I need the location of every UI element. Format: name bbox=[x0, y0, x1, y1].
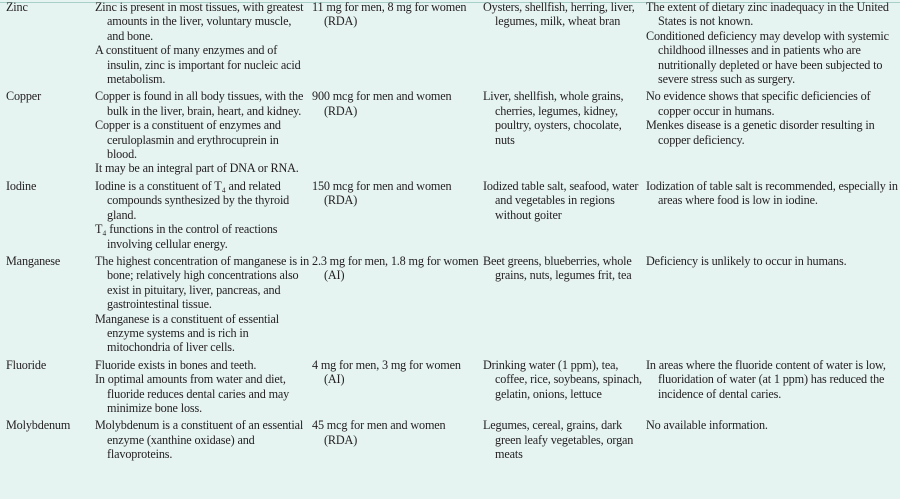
comments-cell bbox=[646, 418, 900, 464]
function-cell bbox=[95, 418, 312, 464]
function-paragraph: Manganese is a constituent of essential enzyme systems and is rich in mitochondria of liver cells. bbox=[95, 311, 280, 355]
sources-cell bbox=[483, 254, 646, 358]
comment-paragraph: In areas where the fluoride content of water is low, fluoridation of water (at 1 ppm) has reduced the incidence of dental caries. bbox=[646, 357, 886, 401]
function-paragraph: Zinc is present in most tissues, with greatest amounts in the liver, voluntary muscle, and bone. bbox=[95, 0, 304, 43]
table-row bbox=[0, 89, 900, 178]
comment-paragraph: No available information. bbox=[646, 418, 768, 433]
food-sources: Beet greens, blueberries, whole grains, nuts, legumes frit, tea bbox=[483, 253, 632, 283]
mineral-name-cell bbox=[0, 254, 95, 358]
comment-paragraph: Menkes disease is a genetic disorder resulting in copper deficiency. bbox=[646, 118, 875, 147]
comment-paragraph: The extent of dietary zinc inadequacy in the United States is not known. bbox=[646, 0, 889, 29]
table-row bbox=[0, 179, 900, 254]
mineral-name-cell bbox=[0, 179, 95, 254]
sources-cell bbox=[483, 179, 646, 254]
mineral-name: Copper bbox=[6, 89, 41, 104]
comments-cell bbox=[646, 89, 900, 178]
comment-paragraph: Iodization of table salt is recommended, especially in areas where food is low in iodine. bbox=[646, 178, 898, 208]
comments-cell bbox=[646, 254, 900, 358]
mineral-name-cell bbox=[0, 0, 95, 89]
mineral-name: Iodine bbox=[6, 178, 37, 193]
sources-cell bbox=[483, 358, 646, 419]
comment-paragraph: Conditioned deficiency may develop with systemic childhood illnesses and in patients who are nutritionally depleted or have been subjected to severe stress such as surgery. bbox=[646, 28, 889, 87]
intake-cell bbox=[312, 89, 483, 178]
function-cell bbox=[95, 179, 312, 254]
function-paragraph: Molybdenum is a constituent of an essential enzyme (xanthine oxidase) and flavoproteins. bbox=[95, 418, 304, 462]
function-cell bbox=[95, 358, 312, 419]
function-cell bbox=[95, 0, 312, 89]
sources-cell bbox=[483, 418, 646, 464]
mineral-name: Manganese bbox=[6, 253, 61, 268]
mineral-name-cell bbox=[0, 89, 95, 178]
intake-cell bbox=[312, 418, 483, 464]
food-sources: Iodized table salt, seafood, water and vegetables in regions without goiter bbox=[483, 178, 639, 222]
recommended-intake: 11 mg for men, 8 mg for women (RDA) bbox=[312, 0, 467, 29]
sources-cell bbox=[483, 0, 646, 89]
table-row bbox=[0, 0, 900, 89]
intake-cell bbox=[312, 0, 483, 89]
function-paragraph: It may be an integral part of DNA or RNA. bbox=[95, 161, 299, 176]
recommended-intake: 150 mcg for men and women (RDA) bbox=[312, 178, 452, 208]
comments-cell bbox=[646, 179, 900, 254]
food-sources: Liver, shellfish, whole grains, cherries, legumes, kidney, poultry, oysters, chocolate, nuts bbox=[483, 89, 624, 147]
function-paragraph: The highest concentration of manganese is in bone; relatively high concentrations also exist in pituitary, liver, pancreas, and gastrointestinal tissue. bbox=[95, 253, 310, 312]
mineral-name: Molybdenum bbox=[6, 418, 71, 433]
intake-cell bbox=[312, 254, 483, 358]
function-paragraph: Iodine is a constituent of T₄ and related compounds synthesized by the thyroid gland. bbox=[95, 178, 290, 222]
food-sources: Oysters, shellfish, herring, liver, legumes, milk, wheat bran bbox=[483, 0, 635, 29]
recommended-intake: 900 mcg for men and women (RDA) bbox=[312, 89, 452, 118]
table-row bbox=[0, 418, 900, 464]
food-sources: Drinking water (1 ppm), tea, coffee, rice, soybeans, spinach, gelatin, onions, lettuce bbox=[483, 357, 642, 401]
mineral-name: Fluoride bbox=[6, 357, 47, 372]
mineral-name-cell bbox=[0, 418, 95, 464]
function-paragraph: T₄ functions in the control of reactions involving cellular energy. bbox=[95, 222, 278, 251]
comments-cell bbox=[646, 0, 900, 89]
table-row bbox=[0, 254, 900, 358]
mineral-name: Zinc bbox=[6, 0, 28, 14]
function-cell bbox=[95, 254, 312, 358]
comment-paragraph: Deficiency is unlikely to occur in humans. bbox=[646, 253, 847, 268]
recommended-intake: 2.3 mg for men, 1.8 mg for women (AI) bbox=[312, 253, 479, 283]
intake-cell bbox=[312, 179, 483, 254]
sources-cell bbox=[483, 89, 646, 178]
comment-paragraph: No evidence shows that specific deficiencies of copper occur in humans. bbox=[646, 89, 871, 118]
function-paragraph: Copper is a constituent of enzymes and ceruloplasmin and erythrocuprein in blood. bbox=[95, 118, 281, 162]
intake-cell bbox=[312, 358, 483, 419]
function-paragraph: Copper is found in all body tissues, with the bulk in the liver, brain, heart, and kidney. bbox=[95, 89, 304, 118]
function-cell bbox=[95, 89, 312, 178]
comments-cell bbox=[646, 358, 900, 419]
mineral-name-cell bbox=[0, 358, 95, 419]
function-paragraph: A constituent of many enzymes and of insulin, zinc is important for nucleic acid metabolism. bbox=[95, 43, 301, 87]
recommended-intake: 45 mcg for men and women (RDA) bbox=[312, 418, 446, 447]
recommended-intake: 4 mg for men, 3 mg for women (AI) bbox=[312, 357, 461, 387]
function-paragraph: In optimal amounts from water and diet, fluoride reduces dental caries and may minimize bone loss. bbox=[95, 372, 290, 415]
table-row bbox=[0, 358, 900, 419]
food-sources: Legumes, cereal, grains, dark green leafy vegetables, organ meats bbox=[483, 418, 634, 462]
function-paragraph: Fluoride exists in bones and teeth. bbox=[95, 357, 257, 372]
